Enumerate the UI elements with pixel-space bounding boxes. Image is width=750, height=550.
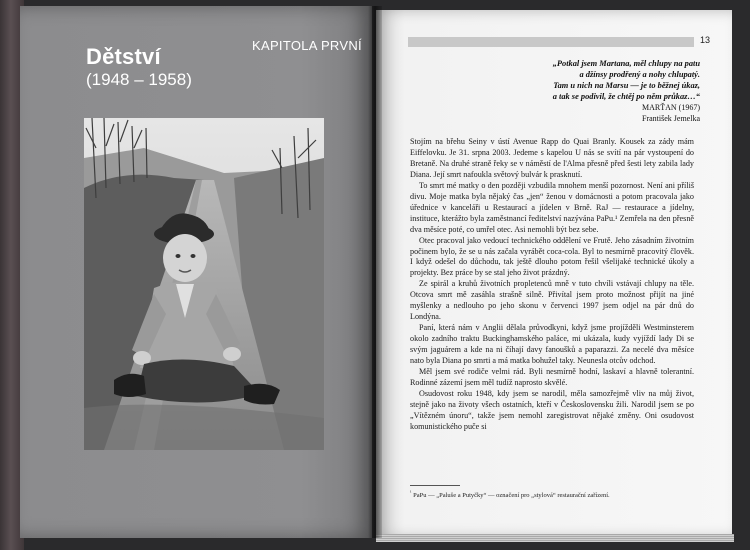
epigraph-line: Tam u nich na Marsu — je to běžnej úkaz, [553,81,700,90]
body-text [410,137,694,433]
chapter-years: (1948 – 1958) [86,70,192,89]
chapter-label: KAPITOLA PRVNÍ [252,38,362,53]
paragraph: Paní, která nám v Anglii dělala průvodkyni, když jsme projížděli Westminsterem okolo zadního traktu Buckinghamského paláce, mi ukázala, kudy vyjíždí lady Di se svým jaguárem a kde na ni číhají davy fanoušků a paparazzi. Za necelé dva měsíce nato byla Diana po smrti a má matka bohužel taky. Neunesla otcův odchod. [410,323,694,366]
epigraph [490,58,700,124]
footnote-text: PaPu — „Paluše a Putyčky“ — označení pro „stylová“ restaurační zařízení. [413,492,610,500]
paragraph: Otec pracoval jako vedoucí technického oddělení ve Frutě. Jeho zásadním životním počinem bylo, že se u nás začala vyrábět coca-cola. Byl to nesmírně pracovitý člověk. I když odešel do důchodu, tak ještě dlouho potom řešil všelijaké technické úkoly a projekty. Bez práce by se stal jeho život prázdný. [410,235,694,278]
epigraph-source-title: MARŤAN (1967) [642,103,700,112]
childhood-photo [84,118,324,450]
epigraph-line: „Potkal jsem Martana, měl chlupy na patu [552,59,700,68]
paragraph: Ze spirál a kruhů životních propletenců mně v tuto chvíli vstávají chlupy na těle. Otcova smrt mě zasáhla strašně silně. Přivítal jsem proto možnost přijít na jiné myšlenky a nedlouho po jeho skonu v červenci 1997 jsem odjel na pár dnů do Londýna. [410,279,694,322]
book-gutter [368,6,382,538]
paragraph: To smrt mé matky o den později vzbudila mnohem menší pozornost. Není ani příliš divu. Moje matka byla nějaký čas „jen“ ženou v domácnosti a potom pracovala jako úřednice v kanceláři u Restaurací a jídelen v Brně. RaJ — restaurace a jídelny, instituce, kterážto byla zaměstnancí ředitelství nazývána PaPu.¹ Zemřela na den přesně dva měsíce poté, co umřel otec. Asi nemohli být bez sebe. [410,180,694,234]
chapter-title: Dětství [86,44,161,69]
footnote-marker: ¹ [410,491,412,496]
epigraph-line: a tak se podivil, že chtěj po něm průkaz…“ [552,92,700,101]
footnote-divider [410,485,460,486]
page-header-bar [408,37,694,47]
paragraph: Měl jsem své rodiče velmi rád. Byli nesmírně hodní, laskaví a hlavně tolerantní. Rodinné zázemí jsem měl tudíž naprosto skvělé. [410,367,694,387]
page-stack-edge [376,534,734,542]
footnote [410,491,694,499]
paragraph: Osudovost roku 1948, kdy jsem se narodil, měla samozřejmě vliv na můj život, stejně jako na životy všech ostatních, kteří v Československu žili. Narodil jsem se po „Vítězném únoru“, takže jsem nemohl zaregistrovat nějaké změny. Oni osudovost komunistického puče si [410,388,694,431]
paragraph: Stojím na břehu Seiny v ústí Avenue Rapp do Quai Branly. Kousek za zády mám Eiffelovku. Je 31. srpna 2003. Jedeme s kapelou U nás se svítí na pár vystoupení do Bretaně. Na druhé straně řeky se v náměstí de l'Alma přesně před šesti lety zabila lady Diana. Její smrt nafoukla světový bulvár k prasknutí. [410,137,694,179]
page-number: 13 [700,35,711,45]
epigraph-line: a džínsy prodřený a nohy chlupatý. [579,70,700,79]
epigraph-source-author: František Jemelka [642,114,700,123]
